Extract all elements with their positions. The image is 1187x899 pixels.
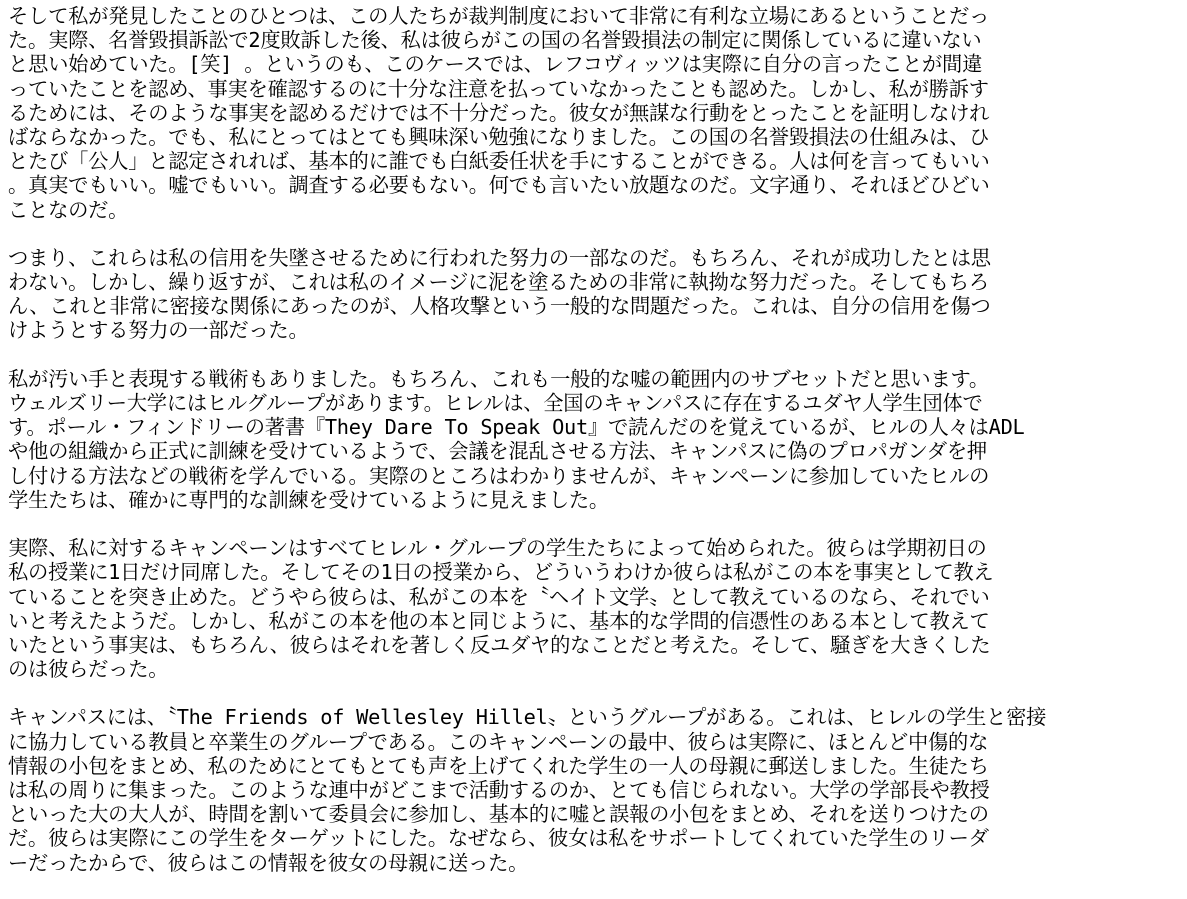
text-line: つまり、これらは私の信用を失墜させるために行われた努力の一部なのだ。もちろん、それが成功したとは思 <box>8 245 991 270</box>
text-line: 実際、私に対するキャンペーンはすべてヒレル・グループの学生たちによって始められた。彼らは学期初日の <box>8 536 987 561</box>
text-line: ーだったからで、彼らはこの情報を彼女の母親に送った。 <box>8 850 529 875</box>
paragraph-4 <box>8 536 1183 681</box>
document-body <box>8 4 1183 899</box>
text-line: ウェルズリー大学にはヒルグループがあります。ヒレルは、全国のキャンパスに存在するユダヤ人学生団体で <box>8 391 983 415</box>
text-line: キャンパスには、〝The Friends of Wellesley Hillel〟というグループがある。これは、ヒレルの学生と密接 <box>8 705 1047 730</box>
text-line: ん、これと非常に密接な関係にあったのが、人格攻撃という一般的な問題だった。これは、自分の信用を傷つ <box>8 294 991 319</box>
text-line: っていたことを認め、事実を確認するのに十分な注意を払っていなかったことも認めた。しかし、私が勝訴す <box>8 76 989 101</box>
paragraph-1 <box>8 4 1183 222</box>
text-line: そして私が発見したことのひとつは、この人たちが裁判制度において非常に有利な立場にあるということだっ <box>8 4 990 28</box>
text-line: は私の周りに集まった。このような連中がどこまで活動するのか、とても信じられない。大学の学部長や教授 <box>8 778 990 802</box>
text-line: いたという事実は、もちろん、彼らはそれを著しく反ユダヤ的なことだと考えた。そして、騒ぎを大きくした <box>8 632 991 657</box>
text-line: だ。彼らは実際にこの学生をターゲットにした。なぜなら、彼女は私をサポートしてくれていた学生のリーダ <box>8 826 989 851</box>
text-line: るためには、そのような事実を認めるだけでは不十分だった。彼女が無謀な行動をとったことを証明しなけれ <box>8 100 990 125</box>
text-line: けようとする努力の一部だった。 <box>8 318 309 343</box>
text-line: ことなのだ。 <box>8 197 129 222</box>
text-line: いと考えたようだ。しかし、私がこの本を他の本と同じように、基本的な学問的信憑性のある本として教えて <box>8 608 990 633</box>
text-line: といった大の大人が、時間を割いて委員会に参加し、基本的に嘘と誤報の小包をまとめ、それを送りつけたの <box>8 802 989 827</box>
text-line: た。実際、名誉毀損訴訟で2度敗訴した後、私は彼らがこの国の名誉毀損法の制定に関係しているに違いない <box>8 28 982 53</box>
text-line: のは彼らだった。 <box>8 657 169 682</box>
text-line: 学生たちは、確かに専門的な訓練を受けているように見えました。 <box>8 487 609 512</box>
text-line: や他の組織から正式に訓練を受けているようで、会議を混乱させる方法、キャンパスに偽のプロパガンダを押 <box>8 439 987 464</box>
text-line: 私の授業に1日だけ同席した。そしてその1日の授業から、どういうわけか彼らは私がこの本を事実として教え <box>8 560 994 585</box>
paragraph-3 <box>8 367 1183 512</box>
text-line: し付ける方法などの戦術を学んでいる。実際のところはわかりませんが、キャンペーンに参加していたヒルの <box>8 463 990 488</box>
text-line: と思い始めていた。[笑] 。というのも、このケースでは、レフコヴィッツは実際に自分の言ったことが間違 <box>8 52 983 77</box>
text-line: とたび「公人」と認定されれば、基本的に誰でも白紙委任状を手にすることができる。人は何を言ってもいい <box>8 149 990 174</box>
text-line: 。真実でもいい。嘘でもいい。調査する必要もない。何でも言いたい放題なのだ。文字通り、それほどひどい <box>8 173 990 198</box>
paragraph-5 <box>8 705 1183 874</box>
text-line: 情報の小包をまとめ、私のためにとてもとても声を上げてくれた学生の一人の母親に郵送しました。生徒たち <box>8 753 989 778</box>
paragraph-2 <box>8 246 1183 343</box>
text-line: ていることを突き止めた。どうやら彼らは、私がこの本を〝ヘイト文学〟として教えているのなら、それでい <box>8 584 990 609</box>
text-line: ばならなかった。でも、私にとってはとても興味深い勉強になりました。この国の名誉毀損法の仕組みは、ひ <box>8 124 990 149</box>
text-line: 私が汚い手と表現する戦術もありました。もちろん、これも一般的な嘘の範囲内のサブセットだと思います。 <box>8 366 989 391</box>
text-line: に協力している教員と卒業生のグループである。このキャンペーンの最中、彼らは実際に、ほとんど中傷的な <box>8 729 989 754</box>
text-line: す。ポール・フィンドリーの著書『They Dare To Speak Out』で読んだのを覚えているが、ヒルの人々はADL <box>8 415 1025 440</box>
text-line: わない。しかし、繰り返すが、これは私のイメージに泥を塗るための非常に執拗な努力だった。そしてもちろ <box>8 270 989 295</box>
